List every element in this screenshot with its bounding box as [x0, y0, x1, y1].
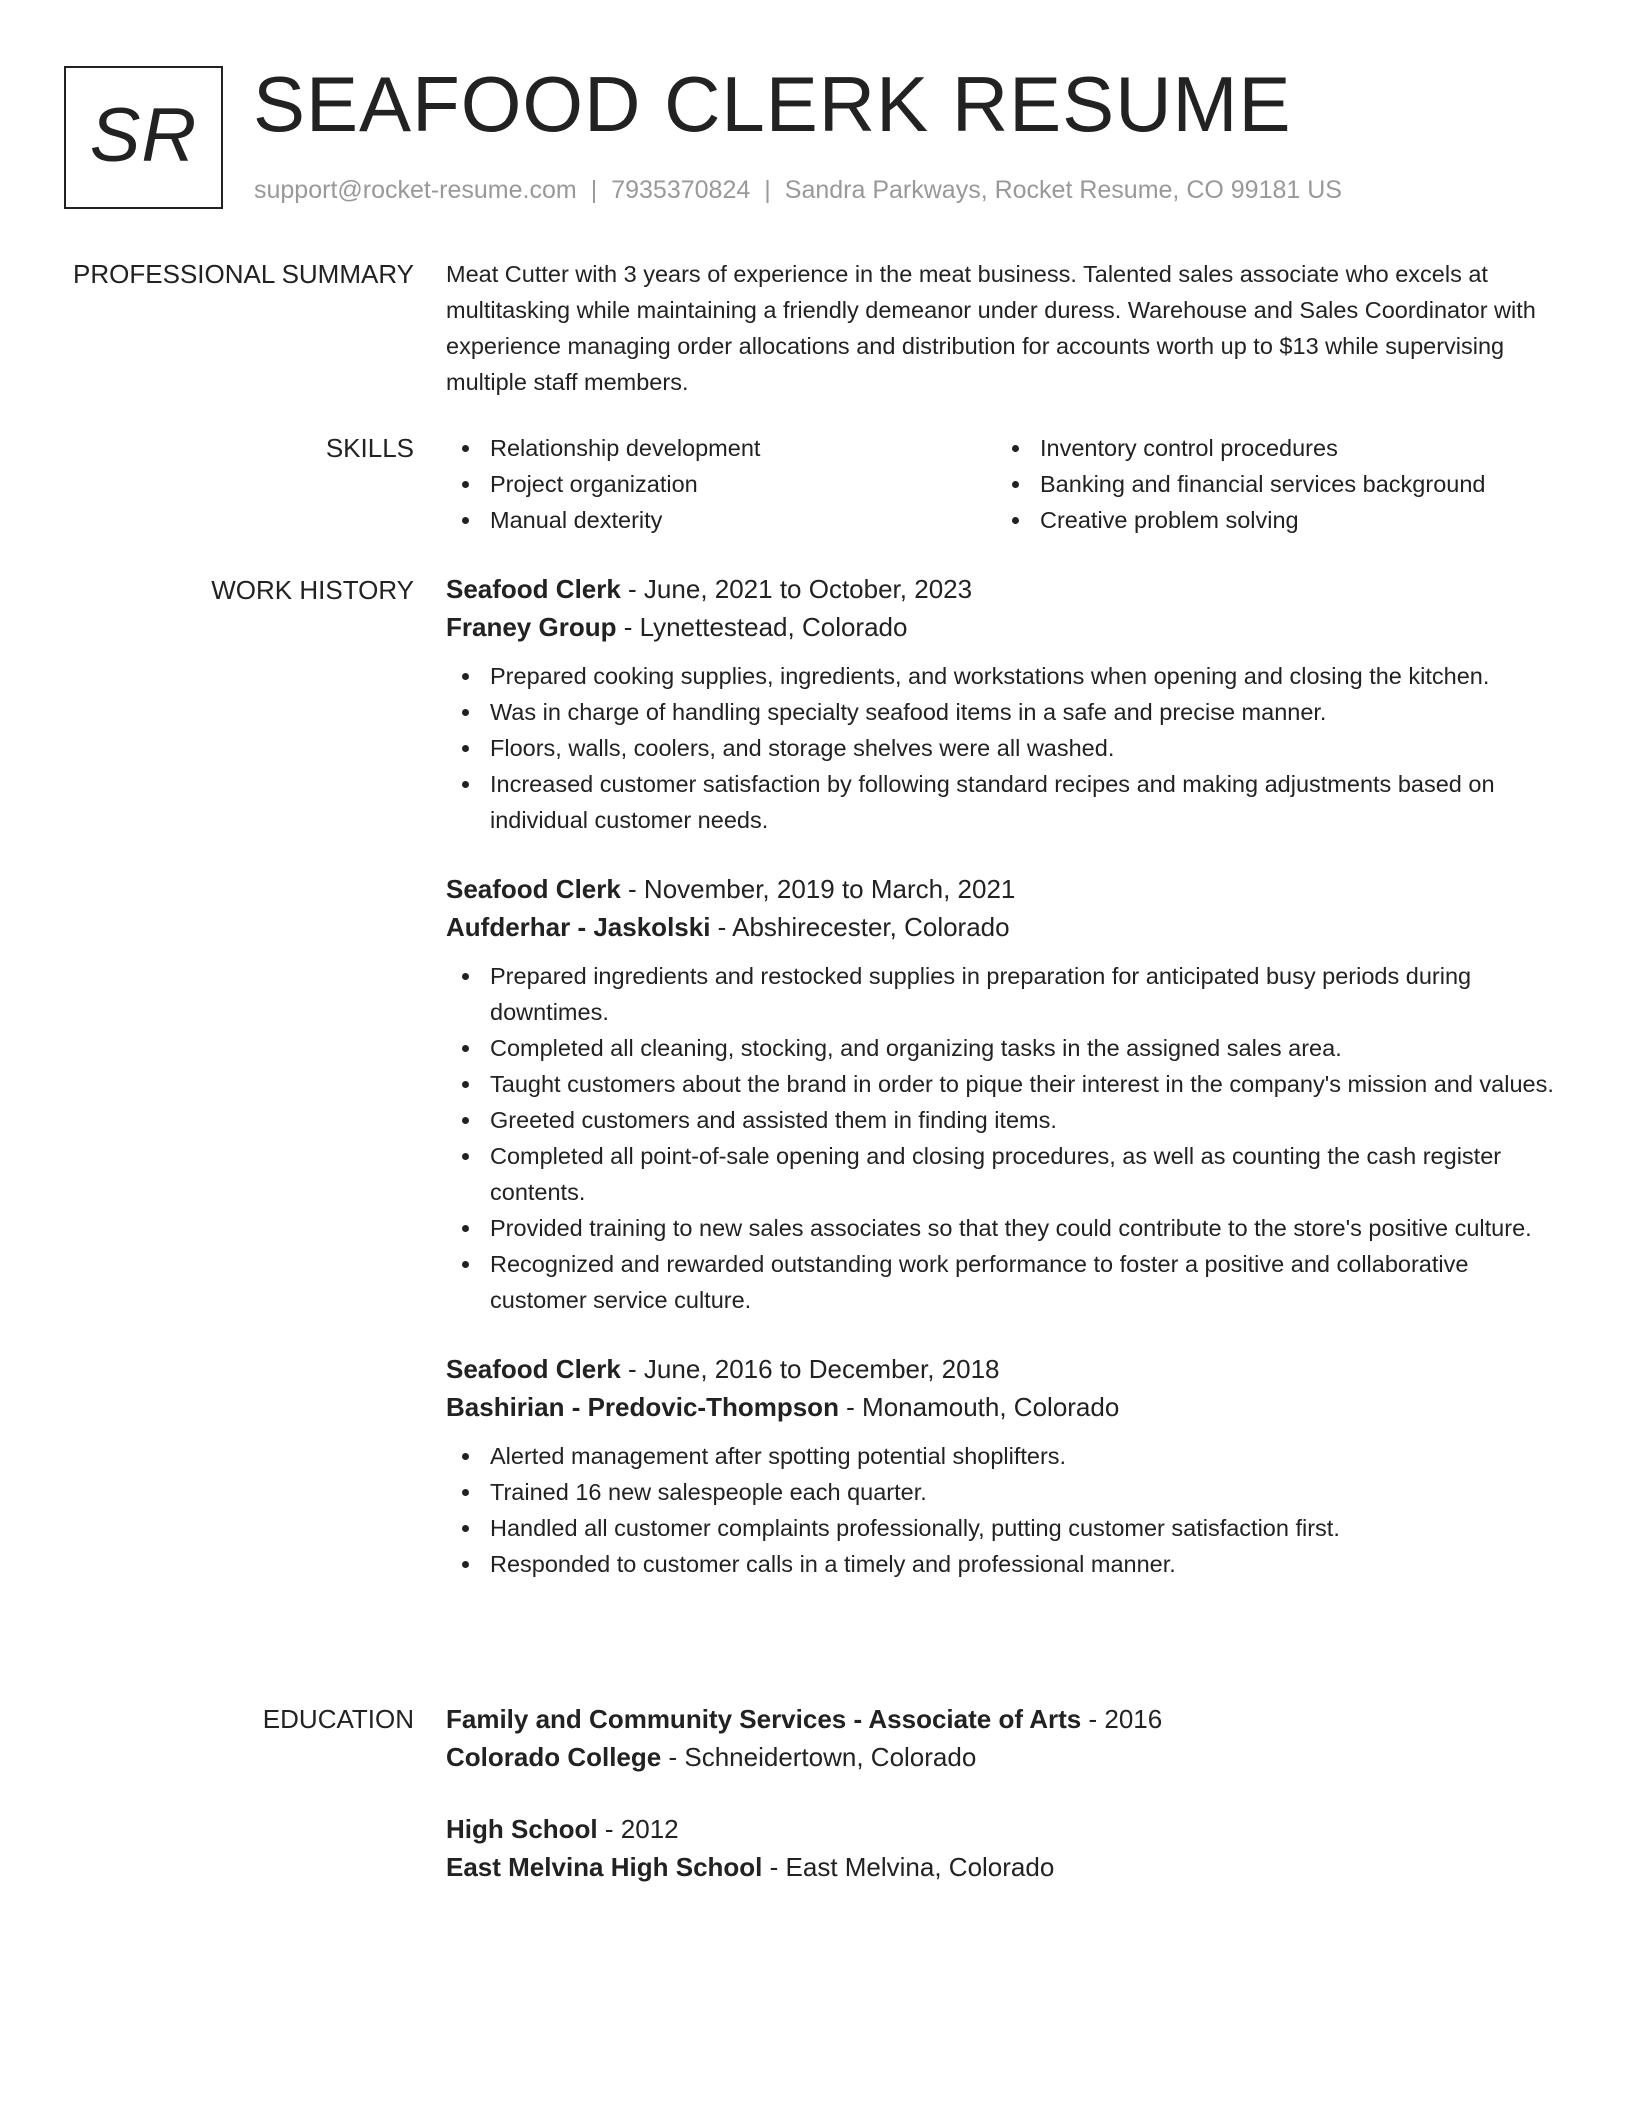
job-location: - Lynettestead, Colorado	[616, 612, 908, 642]
monogram-initials: SR	[89, 93, 198, 178]
job-location: - Monamouth, Colorado	[838, 1392, 1120, 1422]
contact-separator: |	[590, 176, 598, 204]
job-location: - Abshirecester, Colorado	[710, 912, 1010, 942]
education-entry	[446, 1810, 1568, 1886]
skill-item: Inventory control procedures	[996, 430, 1546, 466]
job-company: Franey Group	[446, 612, 617, 642]
job-title-line	[446, 870, 1568, 908]
education-school-line	[446, 1848, 1568, 1886]
job-bullet: Floors, walls, coolers, and storage shelves were all washed.	[446, 730, 1568, 766]
job-bullets	[446, 658, 1568, 838]
job-title-line	[446, 570, 1568, 608]
contact-phone: 7935370824	[611, 176, 751, 204]
summary-label: PROFESSIONAL SUMMARY	[73, 259, 414, 289]
contact-separator: |	[764, 176, 771, 204]
job-bullet: Prepared ingredients and restocked supplies in preparation for anticipated busy periods during downtimes.	[446, 958, 1568, 1030]
skills-column-right	[996, 430, 1546, 538]
education-year: - 2016	[1081, 1704, 1163, 1734]
job-bullet: Provided training to new sales associates so that they could contribute to the store's positive culture.	[446, 1210, 1568, 1246]
skill-item: Banking and financial services background	[996, 466, 1546, 502]
contact-address: Sandra Parkways, Rocket Resume, CO 99181 US	[784, 176, 1342, 204]
job-company: Bashirian - Predovic-Thompson	[446, 1392, 839, 1422]
skills-label: SKILLS	[325, 433, 414, 463]
job-bullet: Increased customer satisfaction by following standard recipes and making adjustments based on individual customer needs.	[446, 766, 1568, 838]
job-bullet: Handled all customer complaints professionally, putting customer satisfaction first.	[446, 1510, 1568, 1546]
monogram-box	[64, 66, 223, 209]
job-bullet: Was in charge of handling specialty seafood items in a safe and precise manner.	[446, 694, 1568, 730]
skills-body	[446, 430, 1568, 538]
summary-text: Meat Cutter with 3 years of experience in the meat business. Talented sales associate who excels at multitasking while maintaining a friendly demeanor under duress. Warehouse and Sales Coordinator with experience managing order allocations and distribution for accounts worth up to $13 while supervising multiple staff members.	[446, 261, 1536, 395]
education-degree-line	[446, 1810, 1568, 1848]
work-history-label: WORK HISTORY	[211, 575, 414, 605]
job-title: Seafood Clerk	[446, 874, 621, 904]
skills-grid	[446, 430, 1568, 538]
job-bullet: Greeted customers and assisted them in finding items.	[446, 1102, 1568, 1138]
job-bullets	[446, 958, 1568, 1318]
job-title: Seafood Clerk	[446, 574, 621, 604]
education-degree-line	[446, 1700, 1568, 1738]
job-bullet: Trained 16 new salespeople each quarter.	[446, 1474, 1568, 1510]
page-title: SEAFOOD CLERK RESUME	[253, 60, 1292, 148]
education-location: - Schneidertown, Colorado	[661, 1742, 977, 1772]
job-bullet: Taught customers about the brand in order to pique their interest in the company's mission and values.	[446, 1066, 1568, 1102]
job-bullet: Responded to customer calls in a timely and professional manner.	[446, 1546, 1568, 1582]
job-bullet: Prepared cooking supplies, ingredients, and workstations when opening and closing the kitchen.	[446, 658, 1568, 694]
job-company-line	[446, 908, 1568, 946]
contact-line	[254, 176, 1342, 205]
job-entry	[446, 1350, 1568, 1582]
job-title: Seafood Clerk	[446, 1354, 621, 1384]
job-company-line	[446, 608, 1568, 646]
job-dates: - November, 2019 to March, 2021	[620, 874, 1016, 904]
job-entry	[446, 570, 1568, 838]
skills-column-left	[446, 430, 996, 538]
skill-item: Relationship development	[446, 430, 996, 466]
education-school: Colorado College	[446, 1742, 662, 1772]
job-company: Aufderhar - Jaskolski	[446, 912, 711, 942]
job-bullet: Recognized and rewarded outstanding work performance to foster a positive and collaborative customer service culture.	[446, 1246, 1568, 1318]
work-history-body	[446, 570, 1568, 1614]
skill-item: Creative problem solving	[996, 502, 1546, 538]
education-degree: High School	[446, 1814, 598, 1844]
job-dates: - June, 2021 to October, 2023	[620, 574, 973, 604]
job-bullet: Alerted management after spotting potential shoplifters.	[446, 1438, 1568, 1474]
education-school: East Melvina High School	[446, 1852, 763, 1882]
education-body	[446, 1700, 1568, 1920]
contact-email: support@rocket-resume.com	[254, 176, 577, 204]
skill-item: Manual dexterity	[446, 502, 996, 538]
education-entry	[446, 1700, 1568, 1776]
job-title-line	[446, 1350, 1568, 1388]
education-school-line	[446, 1738, 1568, 1776]
job-bullet: Completed all cleaning, stocking, and organizing tasks in the assigned sales area.	[446, 1030, 1568, 1066]
job-bullets	[446, 1438, 1568, 1582]
education-label: EDUCATION	[262, 1704, 414, 1734]
education-degree: Family and Community Services - Associate of Arts	[446, 1704, 1082, 1734]
job-bullet: Completed all point-of-sale opening and closing procedures, as well as counting the cash register contents.	[446, 1138, 1568, 1210]
job-entry	[446, 870, 1568, 1318]
job-dates: - June, 2016 to December, 2018	[620, 1354, 1000, 1384]
resume-header	[64, 60, 1568, 210]
education-year: - 2012	[597, 1814, 679, 1844]
skill-item: Project organization	[446, 466, 996, 502]
education-location: - East Melvina, Colorado	[762, 1852, 1055, 1882]
job-company-line	[446, 1388, 1568, 1426]
